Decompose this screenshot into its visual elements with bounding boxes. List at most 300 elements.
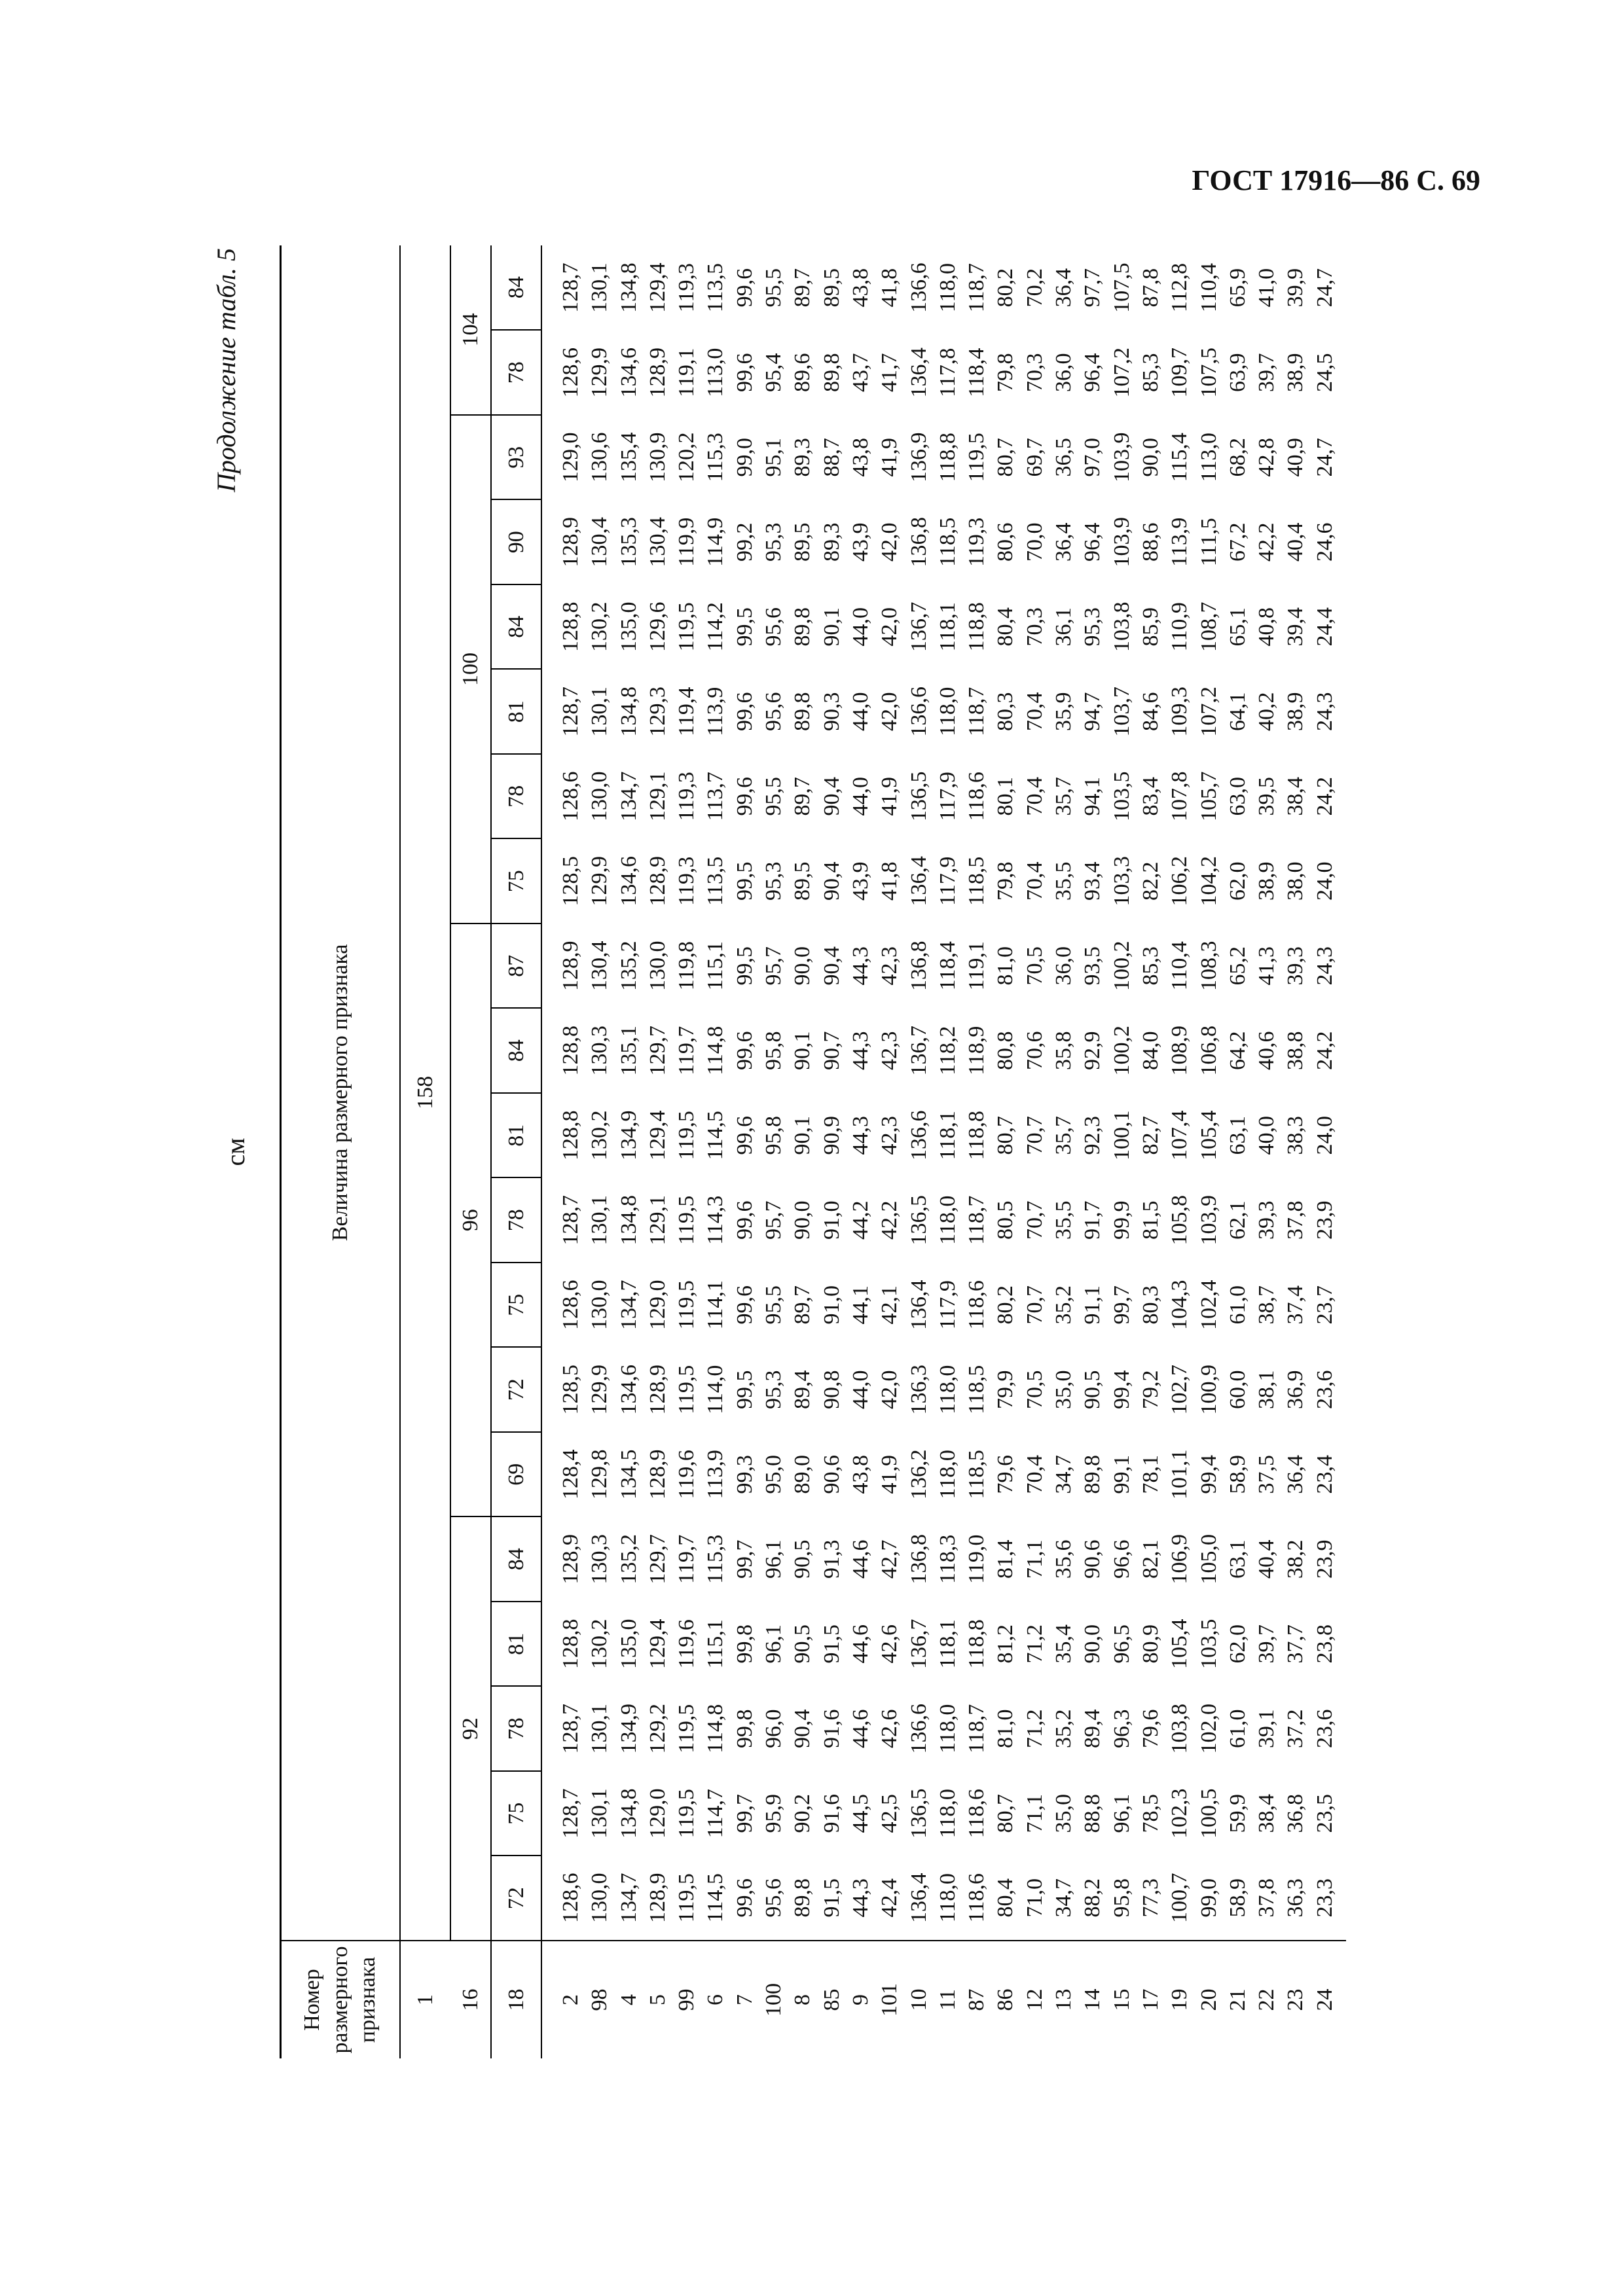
value-cell: 42,1 (877, 1285, 902, 1325)
value-cell: 118,1 (935, 1619, 960, 1669)
value-cell: 118,6 (964, 1873, 989, 1923)
value-cell: 117,9 (935, 856, 960, 906)
value-cell: 128,8 (558, 1026, 583, 1076)
value-cell: 61,0 (1225, 1285, 1250, 1325)
value-cell: 43,9 (848, 522, 873, 562)
value-cell: 101,1 (1167, 1449, 1192, 1499)
value-cell: 41,7 (877, 353, 902, 392)
value-cell: 24,0 (1312, 1116, 1337, 1155)
value-cell: 99,6 (732, 353, 757, 392)
value-cell: 36,5 (1051, 438, 1076, 477)
value-cell: 70,6 (1022, 1031, 1047, 1070)
value-cell: 129,4 (645, 1619, 670, 1669)
value-cell: 81,4 (993, 1539, 1018, 1579)
hip-header: 75 (491, 839, 541, 924)
value-cell: 81,0 (993, 1709, 1018, 1748)
hip-header: 81 (491, 1602, 541, 1687)
value-cell: 118,3 (935, 1534, 960, 1584)
value-cell: 134,8 (616, 262, 641, 313)
value-cell: 37,8 (1283, 1200, 1308, 1240)
value-cell: 100,1 (1109, 1110, 1134, 1160)
value-cell: 119,6 (674, 1450, 699, 1499)
value-cell: 106,8 (1196, 1026, 1221, 1076)
value-cell: 36,0 (1051, 946, 1076, 986)
value-cell: 130,3 (587, 1534, 612, 1585)
value-cell: 128,6 (558, 1280, 583, 1330)
value-cell: 59,9 (1225, 1794, 1250, 1833)
value-cell: 136,6 (906, 262, 931, 313)
value-cell: 23,9 (1312, 1200, 1337, 1240)
value-cell: 136,6 (906, 687, 931, 737)
column-header-cell: Величина размерного признака (281, 245, 401, 1941)
hip-header: 78 (491, 754, 541, 839)
value-cell: 62,1 (1225, 1200, 1250, 1240)
value-cell: 37,5 (1254, 1455, 1279, 1494)
value-cell: 95,9 (761, 1794, 786, 1833)
value-cell: 35,9 (1051, 692, 1076, 731)
table-row (1195, 245, 1224, 2058)
value-cell: 84,0 (1138, 1031, 1163, 1070)
value-cell: 93,4 (1080, 861, 1105, 901)
value-cell: 91,5 (819, 1624, 844, 1664)
value-cell: 113,9 (703, 687, 728, 736)
value-cell: 128,6 (558, 771, 583, 821)
value-cell: 95,3 (761, 1370, 786, 1409)
value-cell: 114,9 (703, 517, 728, 567)
value-cell: 91,7 (1080, 1200, 1105, 1240)
row-code-cell: 14 (1078, 1941, 1107, 2058)
table-row (541, 245, 585, 2058)
value-cell: 71,1 (1022, 1794, 1047, 1833)
value-cell: 24,2 (1312, 777, 1337, 816)
value-cell: 70,7 (1022, 1200, 1047, 1240)
value-cell: 118,7 (964, 687, 989, 736)
value-cell: 104,3 (1167, 1280, 1192, 1330)
value-cell: 87,8 (1138, 268, 1163, 308)
row-code-cell: 5 (644, 1941, 672, 2058)
value-cell: 93,5 (1080, 946, 1105, 986)
value-cell: 128,8 (558, 1619, 583, 1669)
value-cell: 96,5 (1109, 1624, 1134, 1664)
value-cell: 99,7 (732, 1539, 757, 1579)
value-cell: 63,1 (1225, 1539, 1250, 1579)
value-cell: 80,8 (993, 1031, 1018, 1070)
value-cell: 105,8 (1167, 1195, 1192, 1246)
value-cell: 42,0 (877, 607, 902, 647)
value-cell: 135,0 (616, 601, 641, 652)
value-cell: 129,3 (645, 687, 670, 737)
value-cell: 24,7 (1312, 268, 1337, 308)
value-cell: 119,5 (674, 1111, 699, 1160)
value-cell: 99,4 (1196, 1455, 1221, 1494)
value-cell: 61,0 (1225, 1709, 1250, 1748)
value-cell: 99,6 (732, 1200, 757, 1240)
row-code-cell: 20 (1195, 1941, 1224, 2058)
value-cell: 106,2 (1167, 856, 1192, 906)
value-cell: 79,8 (993, 861, 1018, 901)
value-cell: 89,0 (790, 1455, 815, 1494)
value-cell: 40,4 (1283, 522, 1308, 562)
value-cell: 80,4 (993, 607, 1018, 647)
value-cell: 42,7 (877, 1539, 902, 1579)
row-code-cell: 17 (1137, 1941, 1165, 2058)
value-cell: 130,0 (587, 1873, 612, 1923)
value-cell: 115,4 (1167, 433, 1192, 482)
value-cell: 80,7 (993, 1794, 1018, 1833)
value-cell: 88,7 (819, 438, 844, 477)
row-code-cell: 98 (585, 1941, 614, 2058)
hip-header: 72 (491, 1348, 541, 1433)
value-cell: 99,3 (732, 1455, 757, 1494)
value-cell: 91,6 (819, 1709, 844, 1748)
value-cell: 70,4 (1022, 692, 1047, 731)
value-cell: 103,5 (1196, 1619, 1221, 1669)
value-cell: 95,7 (761, 946, 786, 986)
value-cell: 102,3 (1167, 1788, 1192, 1839)
value-cell: 77,3 (1138, 1878, 1163, 1918)
value-cell: 117,8 (935, 348, 960, 397)
value-cell: 128,5 (558, 856, 583, 906)
page-header: ГОСТ 17916—86 С. 69 (1192, 164, 1480, 196)
value-cell: 130,4 (587, 941, 612, 991)
row-code-cell: 8 (788, 1941, 817, 2058)
value-cell: 129,7 (645, 1534, 670, 1585)
value-cell: 114,3 (703, 1195, 728, 1245)
value-cell: 64,1 (1225, 692, 1250, 731)
value-cell: 89,5 (790, 522, 815, 562)
value-cell: 135,4 (616, 432, 641, 482)
value-cell: 83,4 (1138, 777, 1163, 816)
value-cell: 118,8 (964, 602, 989, 652)
value-cell: 130,1 (587, 1788, 612, 1839)
value-cell: 97,0 (1080, 438, 1105, 477)
value-cell: 70,0 (1022, 522, 1047, 562)
row-code-cell: 15 (1108, 1941, 1137, 2058)
value-cell: 85,3 (1138, 353, 1163, 392)
value-cell: 118,7 (964, 1704, 989, 1753)
value-cell: 110,4 (1196, 262, 1221, 313)
value-cell: 129,0 (558, 432, 583, 482)
value-cell: 130,1 (587, 262, 612, 313)
value-cell: 80,6 (993, 522, 1018, 562)
value-cell: 119,5 (674, 1789, 699, 1839)
value-cell: 69,7 (1022, 438, 1047, 477)
value-cell: 80,2 (993, 1285, 1018, 1325)
value-cell: 110,9 (1167, 602, 1192, 652)
value-cell: 90,8 (819, 1370, 844, 1409)
value-cell: 107,8 (1167, 771, 1192, 821)
value-cell: 129,9 (587, 856, 612, 906)
value-cell: 118,0 (935, 262, 960, 313)
value-cell: 136,7 (906, 1026, 931, 1076)
value-cell: 67,2 (1225, 522, 1250, 562)
value-cell: 85,9 (1138, 607, 1163, 647)
value-cell: 136,4 (906, 1873, 931, 1923)
value-cell: 95,6 (761, 1878, 786, 1918)
value-cell: 99,6 (732, 1285, 757, 1325)
value-cell: 88,8 (1080, 1794, 1105, 1833)
value-cell: 119,1 (964, 941, 989, 991)
value-cell: 114,7 (703, 1789, 728, 1839)
value-cell: 114,5 (703, 1111, 728, 1160)
value-cell: 129,9 (587, 1365, 612, 1415)
value-cell: 38,4 (1283, 777, 1308, 816)
value-cell: 41,8 (877, 861, 902, 901)
value-cell: 107,2 (1196, 687, 1221, 737)
value-cell: 44,3 (848, 1116, 873, 1155)
value-cell: 90,5 (790, 1624, 815, 1664)
value-cell: 39,3 (1283, 946, 1308, 986)
value-cell: 90,0 (1080, 1624, 1105, 1664)
value-cell: 65,2 (1225, 946, 1250, 986)
value-cell: 80,5 (993, 1200, 1018, 1240)
value-cell: 34,7 (1051, 1455, 1076, 1494)
value-cell: 99,6 (732, 777, 757, 816)
value-cell: 38,9 (1283, 692, 1308, 731)
hip-header: 75 (491, 1771, 541, 1856)
value-cell: 35,7 (1051, 777, 1076, 816)
value-cell: 118,6 (964, 1280, 989, 1330)
value-cell: 105,7 (1196, 771, 1221, 821)
hip-header: 78 (491, 331, 541, 416)
value-cell: 128,9 (558, 517, 583, 567)
value-cell: 105,0 (1196, 1534, 1221, 1585)
value-cell: 119,3 (674, 772, 699, 821)
value-cell: 44,5 (848, 1794, 873, 1833)
value-cell: 118,5 (964, 1450, 989, 1499)
row-code-cell: 23 (1281, 1941, 1310, 2058)
value-cell: 130,6 (587, 432, 612, 482)
value-cell: 43,8 (848, 268, 873, 308)
value-cell: 109,7 (1167, 348, 1192, 398)
value-cell: 70,2 (1022, 268, 1047, 308)
value-cell: 24,6 (1312, 522, 1337, 562)
value-cell: 111,5 (1196, 518, 1221, 567)
value-cell: 44,6 (848, 1709, 873, 1748)
value-cell: 39,1 (1254, 1709, 1279, 1748)
value-cell: 97,7 (1080, 268, 1105, 308)
value-cell: 102,0 (1196, 1704, 1221, 1754)
value-cell: 39,7 (1254, 1624, 1279, 1664)
value-cell: 63,0 (1225, 777, 1250, 816)
value-cell: 128,5 (558, 1365, 583, 1415)
value-cell: 41,9 (877, 777, 902, 816)
value-cell: 118,0 (935, 1873, 960, 1923)
value-cell: 95,8 (761, 1031, 786, 1070)
value-cell: 44,6 (848, 1539, 873, 1579)
value-cell: 136,5 (906, 1195, 931, 1246)
value-cell: 91,0 (819, 1200, 844, 1240)
value-cell: 95,5 (761, 777, 786, 816)
value-cell: 95,0 (761, 1455, 786, 1494)
value-cell: 24,3 (1312, 692, 1337, 731)
value-cell: 81,2 (993, 1624, 1018, 1664)
value-cell: 129,4 (645, 262, 670, 313)
value-cell: 90,6 (819, 1455, 844, 1494)
value-cell: 89,5 (819, 268, 844, 308)
value-cell: 65,1 (1225, 607, 1250, 647)
row-header-cell: Номер размерного признака (281, 1941, 401, 2058)
unit-label: см (221, 1138, 250, 1166)
value-cell: 128,9 (645, 348, 670, 398)
value-cell: 90,4 (819, 861, 844, 901)
row-code-cell: 4 (615, 1941, 644, 2058)
value-cell: 110,4 (1167, 941, 1192, 991)
value-cell: 134,9 (616, 1110, 641, 1160)
value-cell: 23,5 (1312, 1794, 1337, 1833)
value-cell: 89,4 (1080, 1709, 1105, 1748)
value-cell: 96,4 (1080, 522, 1105, 562)
value-cell: 38,8 (1283, 1031, 1308, 1070)
value-cell: 130,2 (587, 601, 612, 652)
value-cell: 79,9 (993, 1370, 1018, 1409)
row-code-cell: 87 (962, 1941, 991, 2058)
row-code-cell: 99 (672, 1941, 701, 2058)
value-cell: 90,5 (790, 1539, 815, 1579)
value-cell: 42,5 (877, 1794, 902, 1833)
table-row (1108, 245, 1137, 2058)
value-cell: 38,2 (1283, 1539, 1308, 1579)
value-cell: 42,2 (877, 1200, 902, 1240)
value-cell: 38,3 (1283, 1116, 1308, 1155)
value-cell: 37,4 (1283, 1285, 1308, 1325)
value-cell: 129,9 (587, 348, 612, 398)
value-cell: 35,4 (1051, 1624, 1076, 1664)
value-cell: 42,6 (877, 1624, 902, 1664)
value-cell: 80,3 (1138, 1285, 1163, 1325)
value-cell: 81,5 (1138, 1200, 1163, 1240)
value-cell: 89,5 (790, 861, 815, 901)
value-cell: 113,7 (703, 772, 728, 821)
value-cell: 91,6 (819, 1794, 844, 1833)
value-cell: 58,9 (1225, 1455, 1250, 1494)
value-cell: 44,1 (848, 1285, 873, 1325)
value-cell: 128,6 (558, 348, 583, 398)
hip-header: 84 (491, 1517, 541, 1602)
value-cell: 130,2 (587, 1110, 612, 1160)
value-cell: 89,8 (790, 692, 815, 731)
value-cell: 95,7 (761, 1200, 786, 1240)
value-cell: 70,4 (1022, 1455, 1047, 1494)
value-cell: 135,3 (616, 517, 641, 567)
table-row (585, 245, 614, 2058)
value-cell: 80,9 (1138, 1624, 1163, 1664)
value-cell: 102,7 (1167, 1365, 1192, 1415)
value-cell: 106,9 (1167, 1534, 1192, 1585)
value-cell: 114,8 (703, 1026, 728, 1075)
value-cell: 100,7 (1167, 1873, 1192, 1923)
table-row (731, 245, 759, 2058)
value-cell: 80,4 (993, 1878, 1018, 1918)
row-code-cell: 2 (541, 1941, 585, 2058)
value-cell: 90,6 (1080, 1539, 1105, 1579)
value-cell: 35,5 (1051, 1200, 1076, 1240)
chest-header-100: 100 (450, 415, 491, 924)
value-cell: 118,9 (964, 1026, 989, 1075)
value-cell: 39,5 (1254, 777, 1279, 816)
value-cell: 115,1 (703, 1619, 728, 1669)
value-cell: 65,9 (1225, 268, 1250, 308)
value-cell: 134,6 (616, 856, 641, 906)
value-cell: 82,1 (1138, 1539, 1163, 1579)
value-cell: 113,5 (703, 856, 728, 906)
height-header: 158 (400, 245, 450, 1941)
value-cell: 129,7 (645, 1026, 670, 1076)
value-cell: 96,4 (1080, 353, 1105, 392)
value-cell: 81,0 (993, 946, 1018, 986)
value-cell: 129,4 (645, 1110, 670, 1160)
value-cell: 90,9 (819, 1116, 844, 1155)
value-cell: 136,8 (906, 517, 931, 567)
value-cell: 114,0 (703, 1365, 728, 1414)
value-cell: 129,0 (645, 1788, 670, 1839)
value-cell: 119,3 (674, 262, 699, 313)
value-cell: 70,7 (1022, 1285, 1047, 1325)
value-cell: 130,4 (587, 517, 612, 567)
value-cell: 91,5 (819, 1878, 844, 1918)
value-cell: 115,3 (703, 433, 728, 482)
size-table (280, 245, 1346, 2058)
value-cell: 136,9 (906, 432, 931, 482)
value-cell: 91,0 (819, 1285, 844, 1325)
value-cell: 63,9 (1225, 353, 1250, 392)
row-code-cell: 86 (991, 1941, 1020, 2058)
value-cell: 130,1 (587, 1195, 612, 1246)
value-cell: 89,4 (790, 1370, 815, 1409)
value-cell: 99,4 (1109, 1370, 1134, 1409)
value-cell: 99,6 (732, 1031, 757, 1070)
value-cell: 130,1 (587, 687, 612, 737)
value-cell: 136,4 (906, 348, 931, 398)
value-cell: 95,1 (761, 438, 786, 477)
value-cell: 103,3 (1109, 856, 1134, 906)
value-cell: 100,5 (1196, 1788, 1221, 1839)
value-cell: 42,0 (877, 522, 902, 562)
value-cell: 37,2 (1283, 1709, 1308, 1748)
value-cell: 70,4 (1022, 861, 1047, 901)
value-cell: 113,5 (703, 262, 728, 313)
row-code-cell: 13 (1049, 1941, 1078, 2058)
value-cell: 114,5 (703, 1873, 728, 1923)
value-cell: 109,3 (1167, 687, 1192, 737)
value-cell: 42,6 (877, 1709, 902, 1748)
table-row (1165, 245, 1194, 2058)
row-code-16: 16 (450, 1941, 491, 2058)
value-cell: 134,8 (616, 1195, 641, 1246)
hip-header: 75 (491, 1263, 541, 1348)
value-cell: 42,0 (877, 1370, 902, 1409)
value-cell: 118,4 (964, 348, 989, 397)
value-cell: 35,6 (1051, 1539, 1076, 1579)
value-cell: 60,0 (1225, 1370, 1250, 1409)
value-cell: 44,0 (848, 692, 873, 731)
value-cell: 40,0 (1254, 1116, 1279, 1155)
value-cell: 134,6 (616, 348, 641, 398)
value-cell: 128,6 (558, 1873, 583, 1923)
value-cell: 62,0 (1225, 1624, 1250, 1664)
value-cell: 24,5 (1312, 353, 1337, 392)
value-cell: 89,8 (790, 1878, 815, 1918)
value-cell: 89,8 (1080, 1455, 1105, 1494)
value-cell: 99,8 (732, 1709, 757, 1748)
value-cell: 90,0 (790, 1200, 815, 1240)
value-cell: 78,1 (1138, 1455, 1163, 1494)
value-cell: 100,2 (1109, 1026, 1134, 1076)
value-cell: 94,1 (1080, 777, 1105, 816)
table-row (847, 245, 875, 2058)
value-cell: 38,0 (1283, 861, 1308, 901)
value-cell: 36,9 (1283, 1370, 1308, 1409)
